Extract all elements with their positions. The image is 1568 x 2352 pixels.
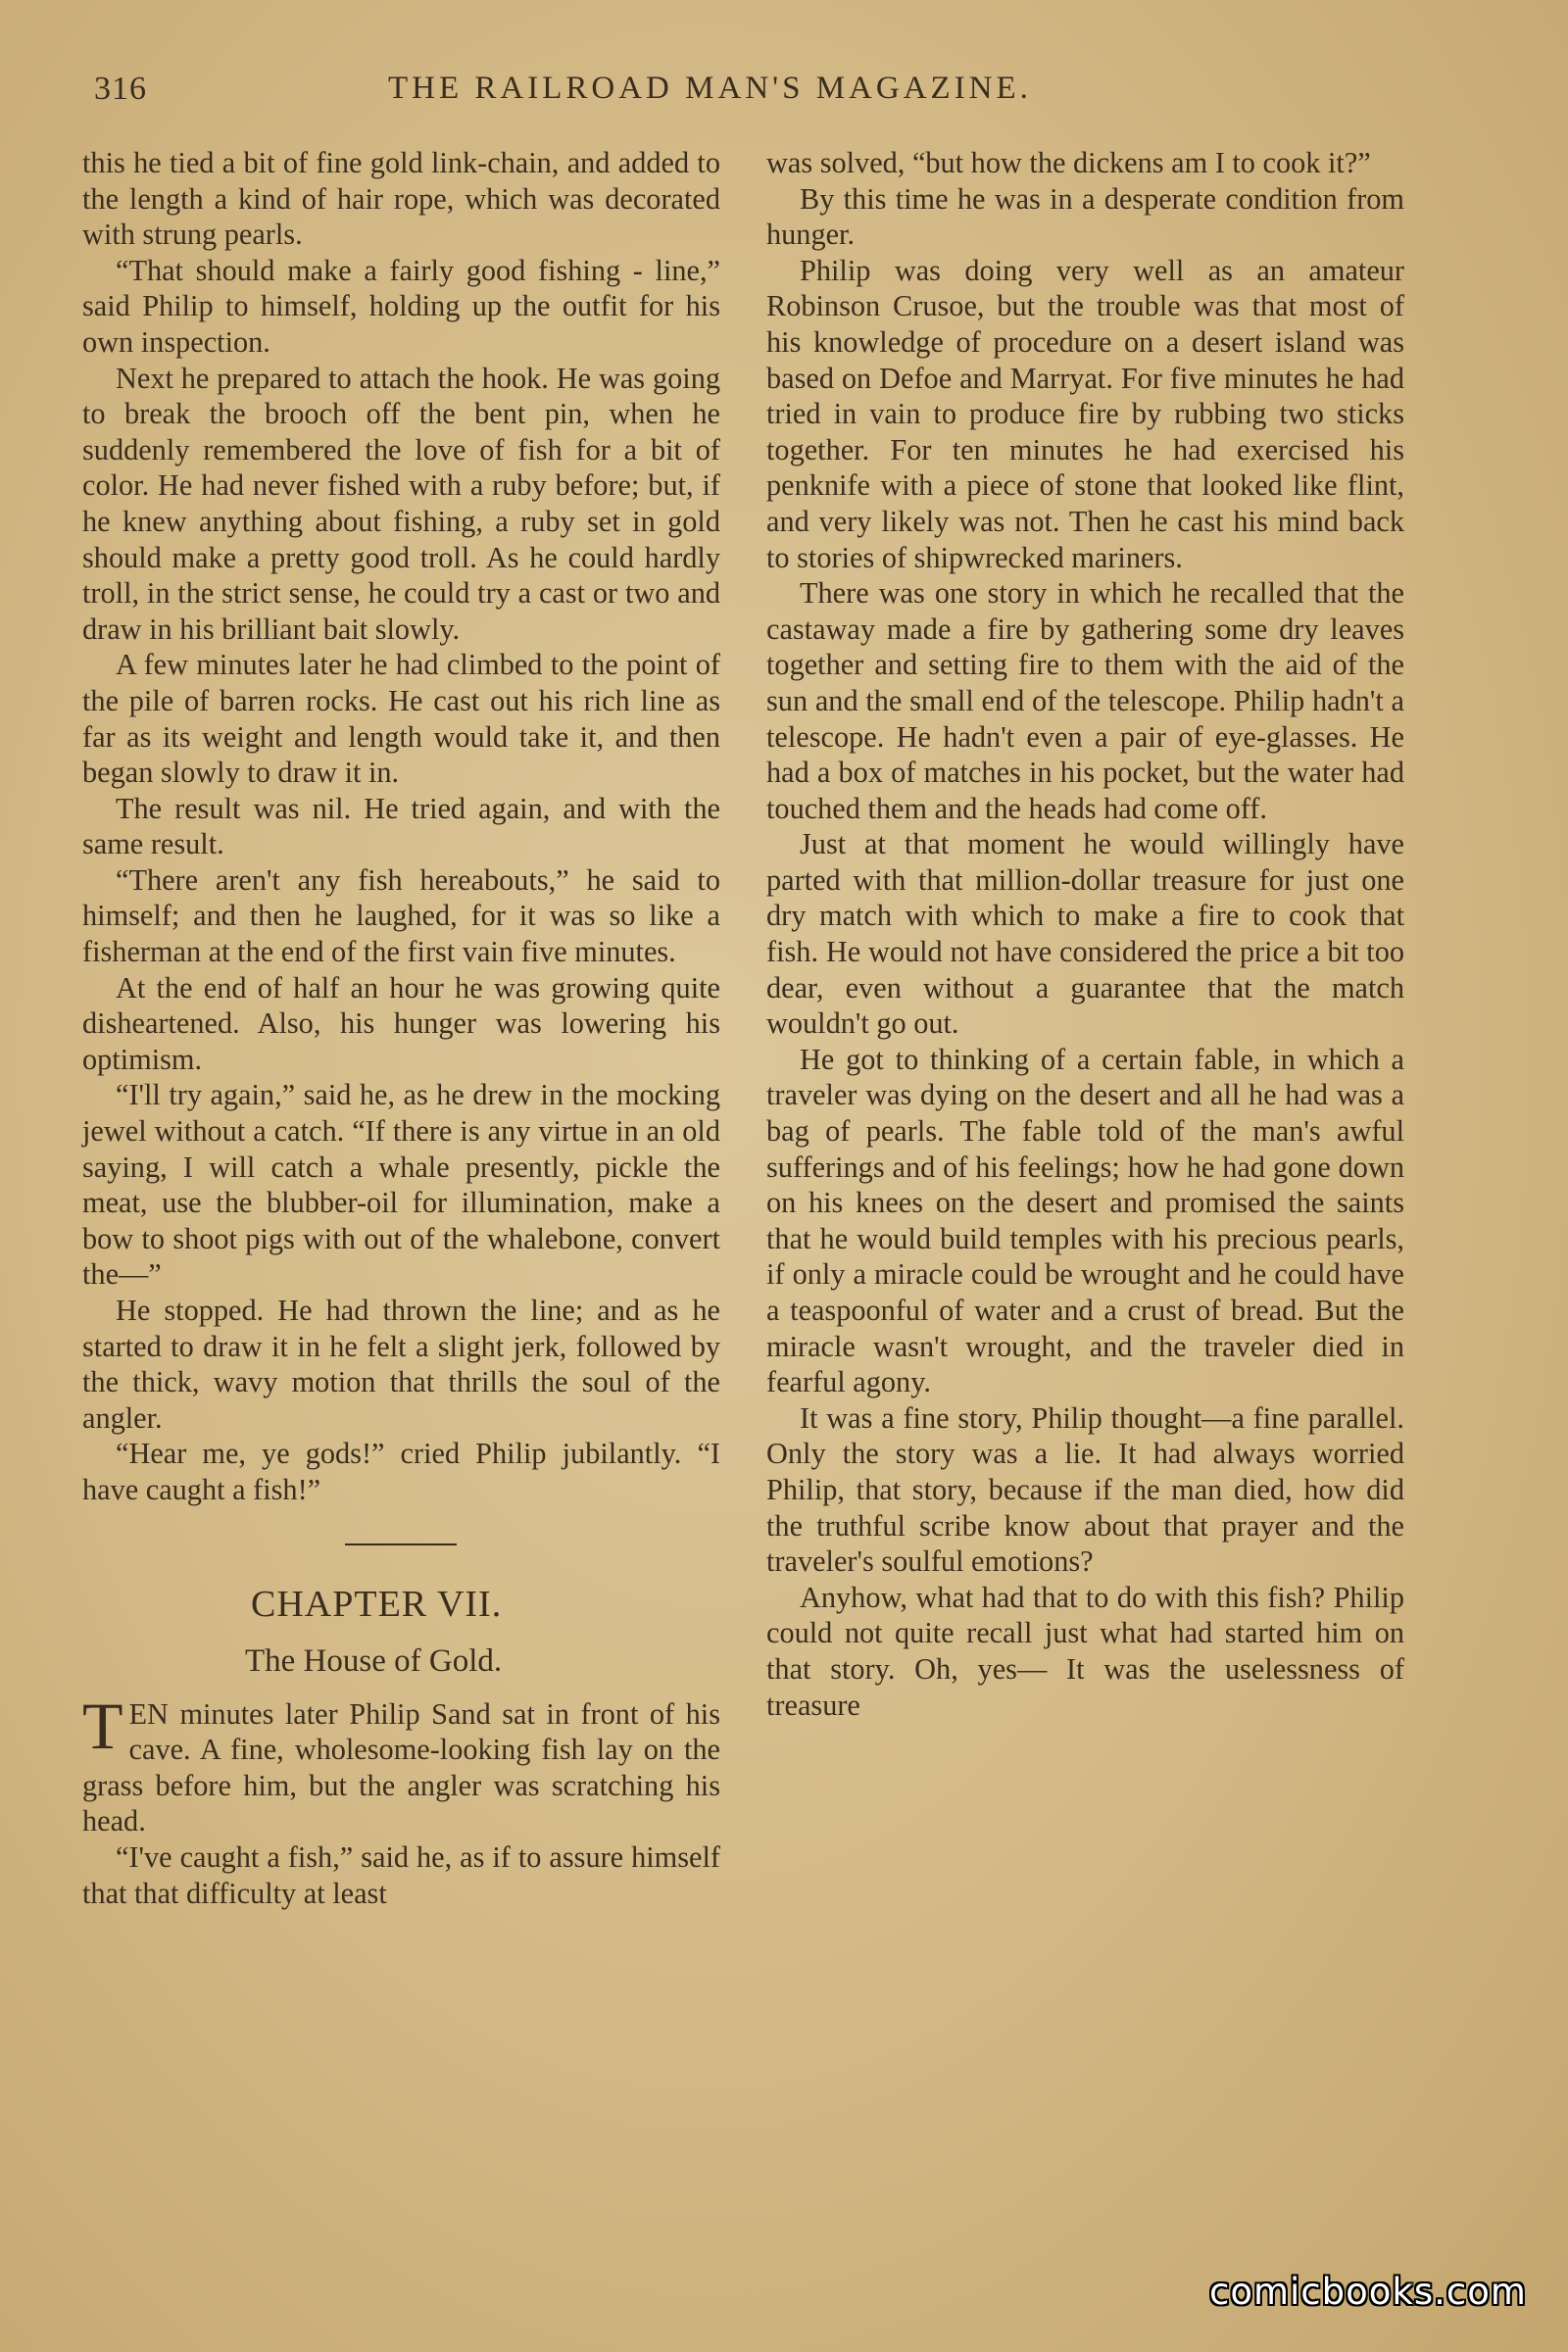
paragraph: He got to thinking of a certain fable, in which a traveler was dying on the desert and all he had was a bag of pearls. The fable told of the man's awful sufferings and of his feelings; how he had gone down on his knees on the desert and promised the saints that he would build temples with his precious pearls, if only a miracle could be wrought and he could have a teaspoonful of water and a crust of bread. But the miracle wasn't wrought, and the traveler died in fearful agony. <box>766 1042 1404 1399</box>
paragraph: “Hear me, ye gods!” cried Philip jubilantly. “I have caught a fish!” <box>82 1437 720 1506</box>
paragraph: “I'll try again,” said he, as he drew in the mocking jewel without a catch. “If there is any virtue in an old saying, I will catch a whale presently, pickle the meat, use the blubber-oil for illumination, make a bow to shoot pigs with out of the whalebone, convert the—” <box>82 1078 720 1292</box>
paragraph: At the end of half an hour he was growing quite disheartened. Also, his hunger was lowering his optimism. <box>82 970 720 1076</box>
paragraph: Anyhow, what had that to do with this fish? Philip could not quite recall just what had started him on that story. Oh, yes— It was the uselessness of treasure <box>766 1580 1404 1722</box>
drop-cap: T <box>82 1688 123 1763</box>
section-divider <box>345 1544 457 1545</box>
paragraph-text: EN minutes later Philip Sand sat in front of his cave. A fine, wholesome-looking fish lay on the grass before him, but the angler was scratching his head. <box>82 1696 720 1838</box>
page-header <box>94 71 1470 120</box>
page-number: 316 <box>94 71 147 107</box>
paragraph: Just at that moment he would willingly have parted with that million-dollar treasure for just one dry match with which to make a fire to cook that fish. He would not have considered the price a bit too dear, even without a guarantee that the match wouldn't go out. <box>766 827 1404 1041</box>
paragraph: this he tied a bit of fine gold link-chain, and added to the length a kind of hair rope, which was decorated with strung pearls. <box>82 146 720 252</box>
chapter-opening-paragraph <box>82 1688 720 1839</box>
paragraph: There was one story in which he recalled that the castaway made a fire by gathering some dry leaves together and setting fire to them with the aid of the sun and the small end of the telescope. Philip hadn't a telescope. He hadn't even a pair of eye-glasses. He had a box of matches in his pocket, but the water had touched them and the heads had come off. <box>766 576 1404 825</box>
paragraph: Philip was doing very well as an amateur Robinson Crusoe, but the trouble was that most of his knowledge of procedure on a desert island was based on Defoe and Marryat. For five minutes he had tried in vain to produce fire by rubbing two sticks together. For ten minutes he had exercised his penknife with a piece of stone that looked like flint, and very likely was not. Then he cast his mind back to stories of shipwrecked mariners. <box>766 253 1404 574</box>
paragraph: “I've caught a fish,” said he, as if to assure himself that that difficulty at least <box>82 1839 720 1910</box>
paragraph: By this time he was in a desperate condition from hunger. <box>766 181 1404 252</box>
paragraph: “That should make a fairly good fishing - line,” said Philip to himself, holding up the outfit for his own inspection. <box>82 253 720 359</box>
chapter-title: CHAPTER VII. <box>251 1583 503 1625</box>
chapter-subtitle: The House of Gold. <box>245 1642 503 1679</box>
left-column <box>82 145 720 1911</box>
paragraph: A few minutes later he had climbed to the point of the pile of barren rocks. He cast out his rich line as far as its weight and length would take it, and then began slowly to draw it in. <box>82 648 720 790</box>
paragraph: Next he prepared to attach the hook. He was going to break the brooch off the bent pin, when he suddenly remembered the love of fish for a bit of color. He had never fished with a ruby before; but, if he knew anything about fishing, a ruby set in gold should make a pretty good troll. As he could hardly troll, in the strict sense, he could try a cast or two and draw in his brilliant bait slowly. <box>82 361 720 646</box>
watermark: comicbooks.com <box>1209 2271 1527 2313</box>
paragraph: It was a fine story, Philip thought—a fine parallel. Only the story was a lie. It had always worried Philip, that story, because if the man died, how did the truthful scribe know about that prayer and the traveler's soulful emotions? <box>766 1400 1404 1579</box>
paragraph: was solved, “but how the dickens am I to cook it?” <box>766 146 1371 179</box>
paragraph: “There aren't any fish hereabouts,” he said to himself; and then he laughed, for it was so like a fisherman at the end of the first vain five minutes. <box>82 862 720 969</box>
paragraph: He stopped. He had thrown the line; and as he started to draw it in he felt a slight jerk, followed by the thick, wavy motion that thrills the soul of the angler. <box>82 1294 720 1435</box>
running-title: THE RAILROAD MAN'S MAGAZINE. <box>388 71 1032 106</box>
right-column <box>766 145 1404 1723</box>
paragraph: The result was nil. He tried again, and with the same result. <box>82 791 720 861</box>
